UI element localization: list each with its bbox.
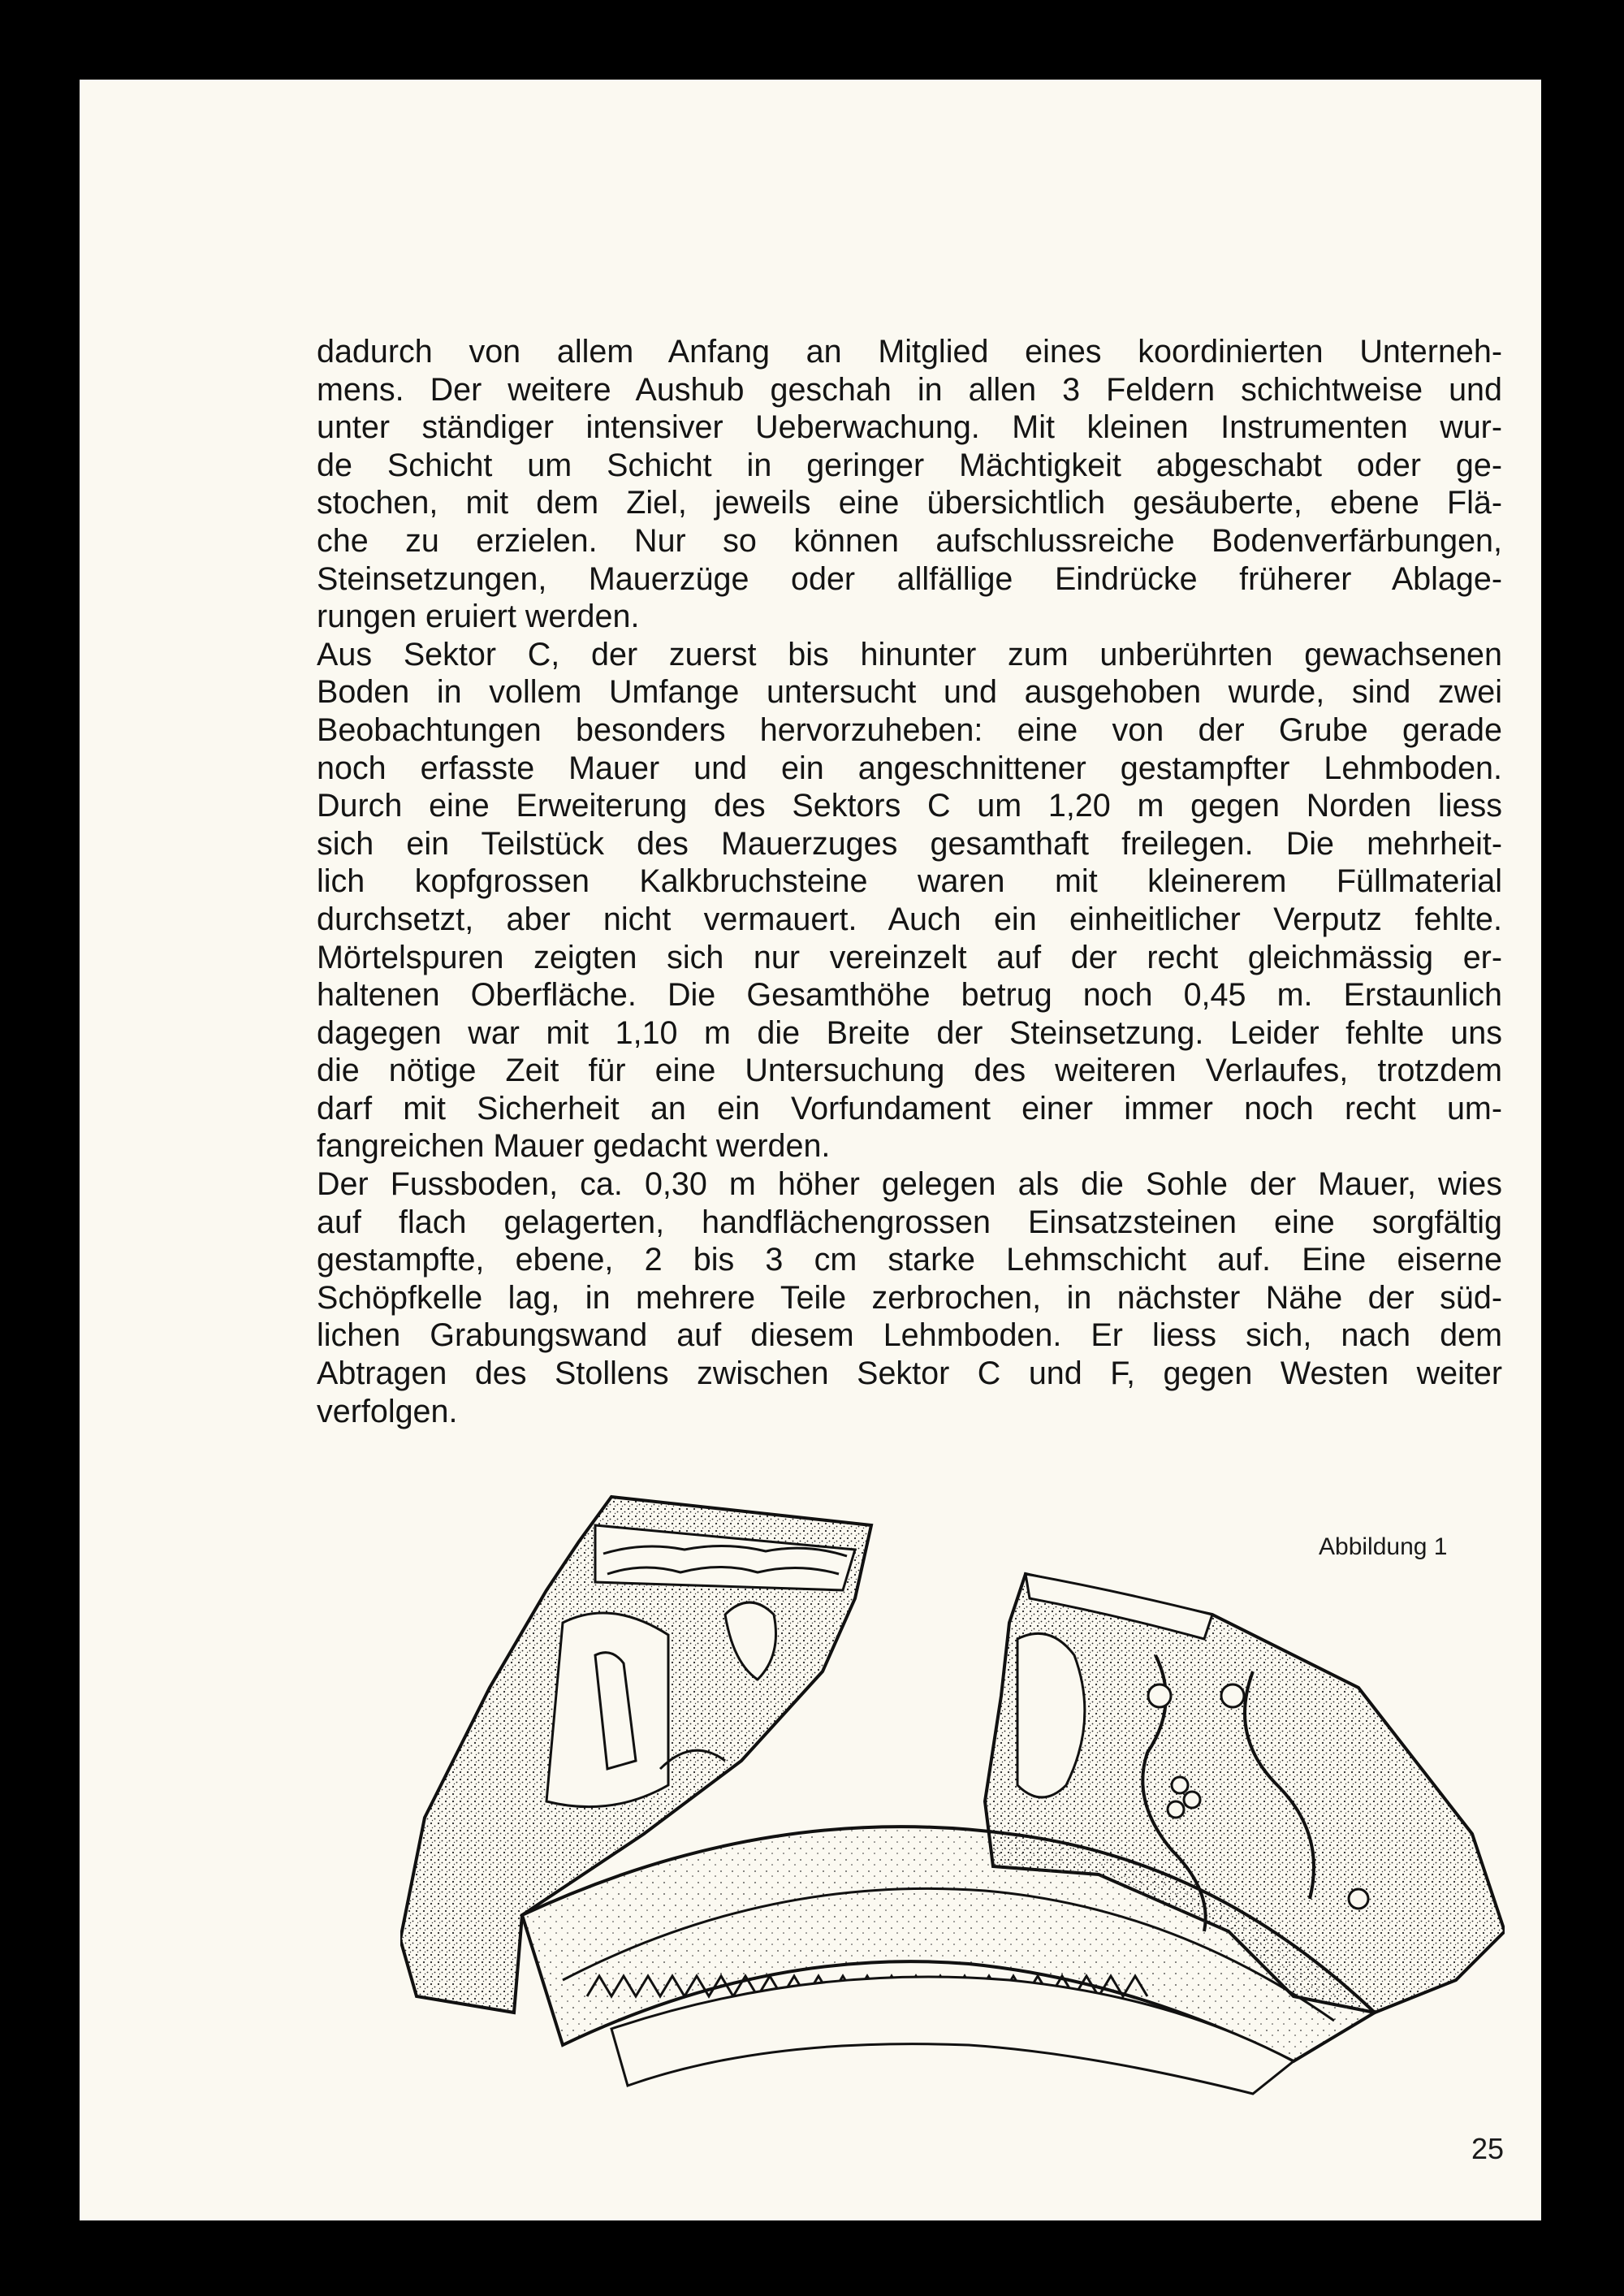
text-line: Der Fussboden, ca. 0,30 m höher gelegen als die Sohle der Mauer, wies [317,1166,1502,1203]
text-line: unter ständiger intensiver Ueberwachung. Mit kleinen Instrumenten wur- [317,409,1502,446]
text-line: Beobachtungen besonders hervorzuheben: eine von der Grube gerade [317,711,1502,748]
page-number: 25 [1471,2132,1505,2165]
text-line: Steinsetzungen, Mauerzüge oder allfällige Eindrücke früherer Ablage- [317,560,1502,597]
document-page [80,80,1541,2220]
text-line: noch erfasste Mauer und ein angeschnittener gestampfter Lehmboden. [317,750,1502,786]
text-line: che zu erzielen. Nur so können aufschlussreiche Bodenverfärbungen, [317,522,1502,559]
text-line: dagegen war mit 1,10 m die Breite der Steinsetzung. Leider fehlte uns [317,1014,1502,1051]
text-line: die nötige Zeit für eine Untersuchung des weiteren Verlaufes, trotzdem [317,1053,1502,1089]
text-line: haltenen Oberfläche. Die Gesamthöhe betrug noch 0,45 m. Erstaunlich [317,977,1502,1014]
text-line: rungen eruiert werden. [317,599,640,635]
text-line: gestampfte, ebene, 2 bis 3 cm starke Lehmschicht auf. Eine eiserne [317,1242,1502,1278]
text-line: dadurch von allem Anfang an Mitglied eines koordinierten Unterneh- [317,334,1502,370]
text-line: Mörtelspuren zeigten sich nur vereinzelt auf der recht gleichmässig er- [317,939,1502,975]
text-line: stochen, mit dem Ziel, jeweils eine übersichtlich gesäuberte, ebene Flä- [317,485,1502,521]
body-text [317,333,1502,1430]
pottery-sherd-illustration [400,1493,1505,2110]
text-line: de Schicht um Schicht in geringer Mächtigkeit abgeschabt oder ge- [317,447,1502,483]
text-line: Aus Sektor C, der zuerst bis hinunter zum unberührten gewachsenen [317,636,1502,672]
text-line: darf mit Sicherheit an ein Vorfundament einer immer noch recht um- [317,1090,1502,1126]
text-line: auf flach gelagerten, handflächengrossen Einsatzsteinen eine sorgfältig [317,1204,1502,1240]
text-line: lich kopfgrossen Kalkbruchsteine waren mit kleinerem Füllmaterial [317,863,1502,900]
figure-caption: Abbildung 1 [1319,1533,1448,1560]
text-line: verfolgen. [317,1393,458,1429]
text-line: Boden in vollem Umfange untersucht und ausgehoben wurde, sind zwei [317,674,1502,711]
text-line: lichen Grabungswand auf diesem Lehmboden. Er liess sich, nach dem [317,1317,1502,1354]
text-line: mens. Der weitere Aushub geschah in allen 3 Feldern schichtweise und [317,371,1502,408]
text-line: sich ein Teilstück des Mauerzuges gesamthaft freilegen. Die mehrheit- [317,825,1502,862]
text-line: Durch eine Erweiterung des Sektors C um 1,20 m gegen Norden liess [317,788,1502,824]
text-line: fangreichen Mauer gedacht werden. [317,1128,831,1165]
text-line: Schöpfkelle lag, in mehrere Teile zerbrochen, in nächster Nähe der süd- [317,1279,1502,1316]
text-line: Abtragen des Stollens zwischen Sektor C und F, gegen Westen weiter [317,1356,1502,1392]
text-line: durchsetzt, aber nicht vermauert. Auch ein einheitlicher Verputz fehlte. [317,901,1502,937]
